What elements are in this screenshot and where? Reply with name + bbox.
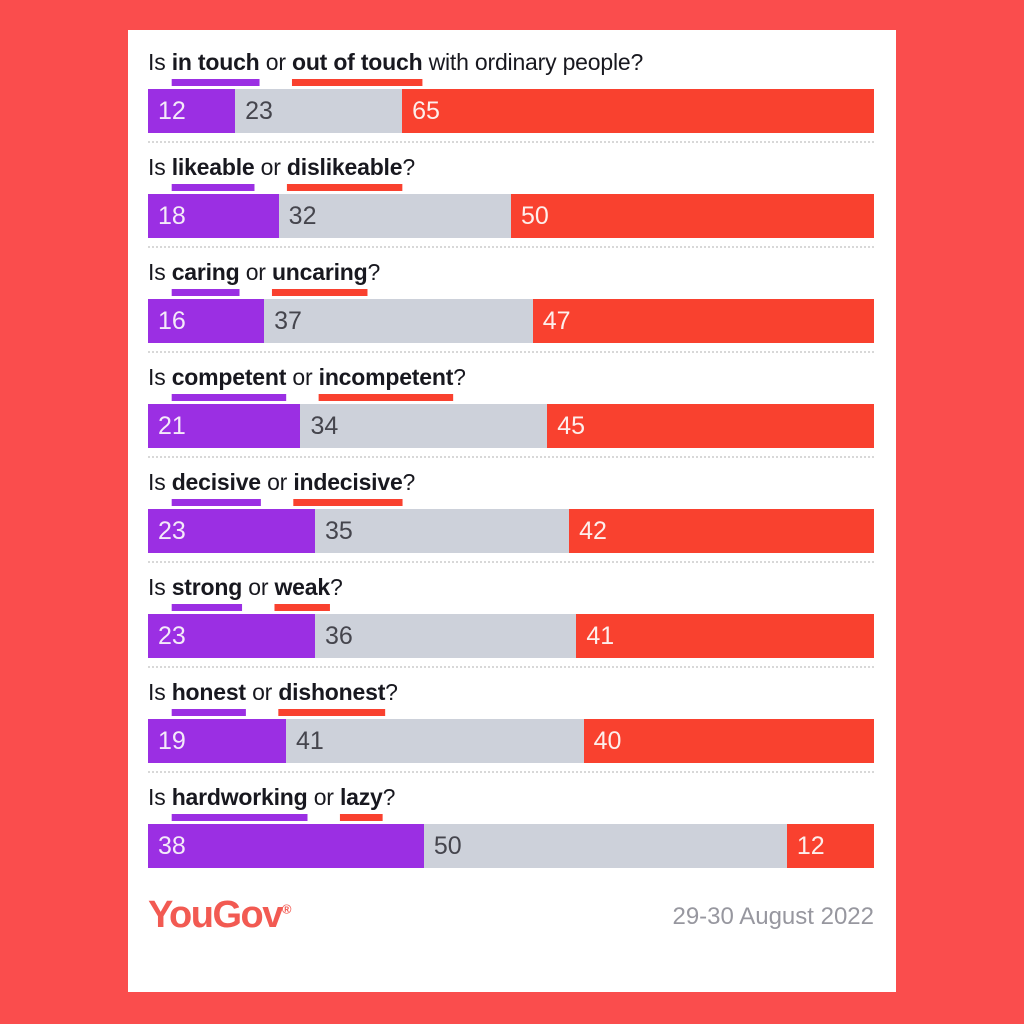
positive-segment	[148, 89, 235, 133]
question-suffix: ?	[382, 784, 396, 810]
question-title	[148, 362, 874, 392]
neutral-value: 37	[274, 306, 302, 335]
question-connector: or	[260, 469, 294, 495]
question-row	[148, 353, 874, 458]
stacked-bar	[148, 404, 874, 448]
negative-term: dishonest	[278, 679, 386, 705]
neutral-segment	[286, 719, 584, 763]
positive-segment	[148, 194, 279, 238]
positive-segment	[148, 299, 264, 343]
question-title	[148, 47, 874, 77]
question-suffix: ?	[367, 259, 381, 285]
positive-value: 19	[158, 726, 186, 755]
positive-term: decisive	[171, 469, 261, 495]
question-prefix: Is	[148, 784, 172, 810]
chart-rows	[148, 38, 874, 876]
neutral-segment	[424, 824, 787, 868]
question-suffix: with ordinary people?	[422, 49, 644, 75]
negative-segment	[576, 614, 874, 658]
question-row	[148, 248, 874, 353]
question-suffix: ?	[453, 364, 466, 390]
question-connector: or	[259, 49, 292, 75]
negative-value: 42	[579, 516, 607, 545]
negative-segment	[584, 719, 874, 763]
negative-value: 12	[796, 831, 825, 860]
negative-segment	[533, 299, 874, 343]
question-prefix: Is	[148, 469, 172, 495]
question-row	[148, 668, 874, 773]
question-prefix: Is	[148, 49, 172, 75]
question-title	[148, 572, 874, 602]
positive-segment	[148, 614, 315, 658]
stacked-bar	[148, 509, 874, 553]
negative-segment	[787, 824, 874, 868]
yougov-logo	[148, 894, 291, 937]
question-row	[148, 143, 874, 248]
positive-segment	[148, 824, 424, 868]
stacked-bar	[148, 719, 874, 763]
negative-term: indecisive	[293, 469, 403, 495]
negative-value: 47	[542, 306, 571, 335]
question-prefix: Is	[148, 259, 172, 285]
registered-trademark-icon: ®	[281, 901, 292, 917]
negative-term: dislikeable	[286, 154, 403, 180]
negative-value: 45	[557, 411, 586, 440]
neutral-segment	[264, 299, 533, 343]
positive-term: hardworking	[171, 784, 308, 810]
negative-term: out of touch	[291, 49, 423, 75]
positive-value: 12	[158, 96, 186, 125]
neutral-segment	[235, 89, 402, 133]
question-connector: or	[307, 784, 340, 810]
chart-footer	[148, 894, 874, 937]
neutral-segment	[315, 614, 576, 658]
positive-term: competent	[171, 364, 287, 390]
positive-value: 18	[158, 201, 186, 230]
question-connector: or	[286, 364, 319, 390]
stacked-bar	[148, 89, 874, 133]
question-title	[148, 257, 874, 287]
question-title	[148, 782, 874, 812]
negative-value: 50	[520, 201, 549, 230]
question-connector: or	[254, 154, 287, 180]
positive-value: 23	[158, 621, 186, 650]
positive-term: likeable	[171, 154, 255, 180]
positive-segment	[148, 719, 286, 763]
question-prefix: Is	[148, 154, 172, 180]
positive-value: 38	[158, 831, 186, 860]
neutral-value: 32	[288, 201, 317, 230]
question-title	[148, 467, 874, 497]
positive-value: 23	[158, 516, 186, 545]
positive-term: in touch	[171, 49, 260, 75]
neutral-value: 34	[310, 411, 339, 440]
neutral-value: 36	[324, 621, 353, 650]
negative-segment	[569, 509, 874, 553]
neutral-value: 35	[324, 516, 353, 545]
question-prefix: Is	[148, 679, 172, 705]
question-row	[148, 458, 874, 563]
negative-value: 65	[412, 96, 440, 125]
negative-segment	[511, 194, 874, 238]
question-suffix: ?	[329, 574, 343, 600]
question-suffix: ?	[385, 679, 398, 705]
question-prefix: Is	[148, 574, 172, 600]
negative-segment	[547, 404, 874, 448]
neutral-value: 23	[245, 96, 273, 125]
positive-term: caring	[171, 259, 240, 285]
yougov-logo-text: YouGov	[148, 894, 282, 936]
question-connector: or	[245, 679, 279, 705]
stacked-bar	[148, 299, 874, 343]
question-row	[148, 38, 874, 143]
negative-term: weak	[274, 574, 330, 600]
question-row	[148, 773, 874, 876]
negative-value: 40	[593, 726, 622, 755]
positive-term: strong	[171, 574, 243, 600]
question-title	[148, 152, 874, 182]
neutral-value: 50	[433, 831, 462, 860]
negative-term: uncaring	[271, 259, 368, 285]
positive-segment	[148, 404, 300, 448]
question-connector: or	[239, 259, 272, 285]
negative-value: 41	[586, 621, 615, 650]
negative-segment	[402, 89, 874, 133]
neutral-segment	[300, 404, 547, 448]
positive-value: 16	[158, 306, 186, 335]
positive-segment	[148, 509, 315, 553]
chart-card	[128, 30, 896, 992]
stacked-bar	[148, 194, 874, 238]
stacked-bar	[148, 824, 874, 868]
question-suffix: ?	[402, 154, 415, 180]
question-row	[148, 563, 874, 668]
neutral-segment	[279, 194, 511, 238]
fieldwork-date: 29-30 August 2022	[672, 903, 874, 930]
positive-term: honest	[171, 679, 246, 705]
negative-term: lazy	[339, 784, 383, 810]
stacked-bar	[148, 614, 874, 658]
question-suffix: ?	[402, 469, 416, 495]
question-prefix: Is	[148, 364, 172, 390]
positive-value: 21	[158, 411, 186, 440]
negative-term: incompetent	[318, 364, 454, 390]
question-connector: or	[242, 574, 275, 600]
question-title	[148, 677, 874, 707]
neutral-segment	[315, 509, 569, 553]
neutral-value: 41	[295, 726, 324, 755]
